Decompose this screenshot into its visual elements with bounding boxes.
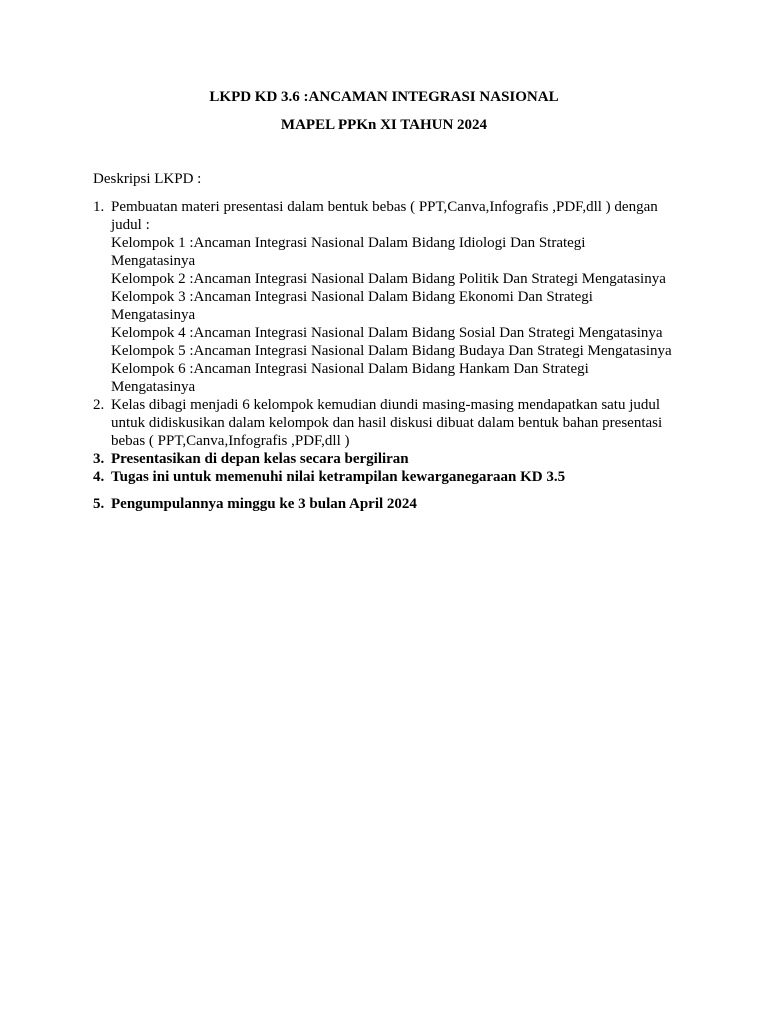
list-item <box>93 396 673 450</box>
group-assignment: Kelompok 5 :Ancaman Integrasi Nasional Dalam Bidang Budaya Dan Strategi Mengatasinya <box>111 343 672 359</box>
list-number: 3. <box>93 451 105 467</box>
list-text: Tugas ini untuk memenuhi nilai ketrampilan kewarganegaraan KD 3.5 <box>111 469 566 485</box>
task-list <box>93 198 673 513</box>
list-number: 4. <box>93 469 105 485</box>
list-text: Pembuatan materi presentasi dalam bentuk bebas ( PPT,Canva,Infografis ,PDF,dll ) dengan judul : <box>111 199 658 233</box>
group-assignment: Kelompok 6 :Ancaman Integrasi Nasional Dalam Bidang Hankam Dan Strategi Mengatasinya <box>111 361 589 395</box>
group-assignment: Kelompok 4 :Ancaman Integrasi Nasional Dalam Bidang Sosial Dan Strategi Mengatasinya <box>111 325 663 341</box>
list-text: Kelas dibagi menjadi 6 kelompok kemudian diundi masing-masing mendapatkan satu judul untuk didiskusikan dalam kelompok dan hasil diskusi dibuat dalam bentuk bahan presentasi bebas ( PPT,Canva,Infografis ,PDF,dll ) <box>111 397 663 449</box>
list-number: 2. <box>93 397 105 413</box>
list-item <box>93 495 673 513</box>
list-text: Pengumpulannya minggu ke 3 bulan April 2024 <box>111 496 417 512</box>
list-text: Presentasikan di depan kelas secara bergiliran <box>111 451 409 467</box>
group-assignment: Kelompok 3 :Ancaman Integrasi Nasional Dalam Bidang Ekonomi Dan Strategi Mengatasinya <box>111 289 593 323</box>
group-assignment: Kelompok 1 :Ancaman Integrasi Nasional Dalam Bidang Idiologi Dan Strategi Mengatasinya <box>111 235 586 269</box>
list-number: 1. <box>93 199 105 215</box>
list-number: 5. <box>93 496 105 512</box>
document-title: LKPD KD 3.6 :ANCAMAN INTEGRASI NASIONAL <box>209 89 559 105</box>
description-heading: Deskripsi LKPD : <box>93 171 202 187</box>
document-subtitle: MAPEL PPKn XI TAHUN 2024 <box>280 117 488 133</box>
group-assignment: Kelompok 2 :Ancaman Integrasi Nasional Dalam Bidang Politik Dan Strategi Mengatasinya <box>111 271 666 287</box>
list-item <box>93 198 673 396</box>
list-item <box>93 468 673 486</box>
list-item <box>93 450 673 468</box>
